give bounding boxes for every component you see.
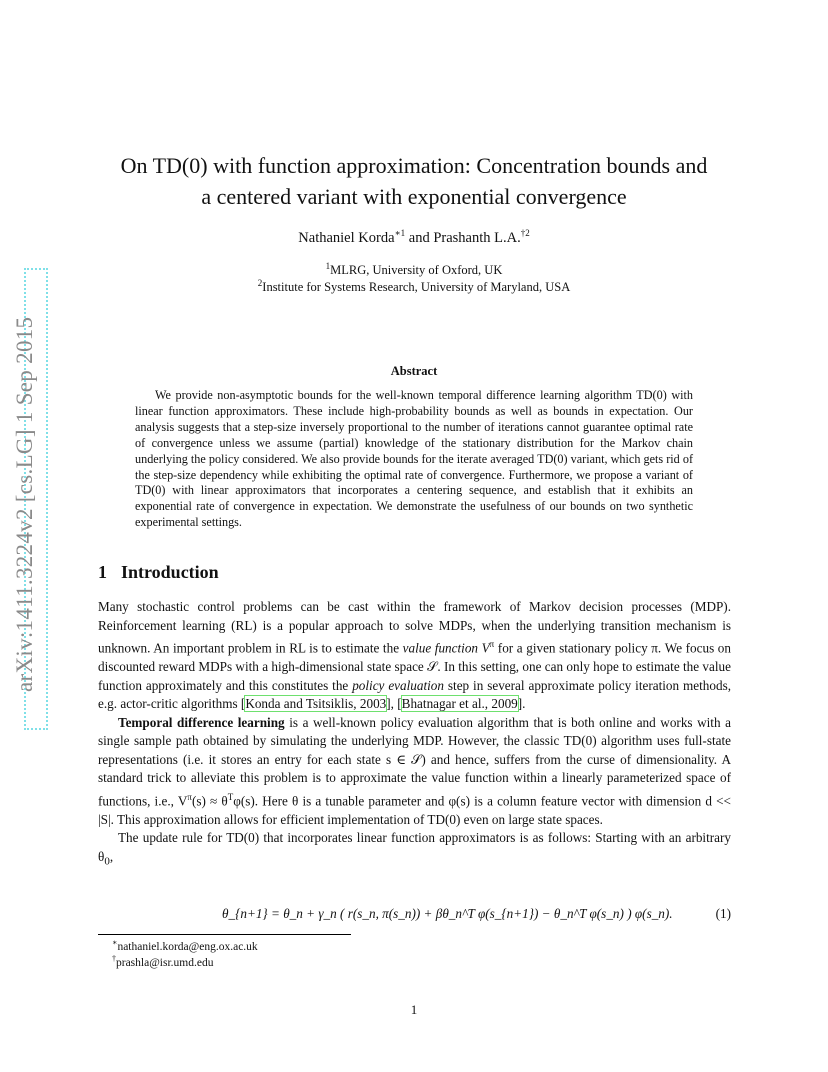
footnote-2-email[interactable]: prashla@isr.umd.edu: [116, 956, 214, 969]
section-number: 1: [98, 562, 107, 582]
title-line-2: a centered variant with exponential convergence: [201, 184, 627, 209]
footnote-rule: [98, 934, 351, 935]
affiliation-2-text: Institute for Systems Research, University of Maryland, USA: [262, 280, 571, 295]
footnote-1-email[interactable]: nathaniel.korda@eng.ox.ac.uk: [117, 940, 258, 953]
author-1-mark: ∗1: [394, 228, 406, 238]
affiliation-2: [60, 278, 768, 295]
footnote-2: [112, 954, 213, 969]
p1-text-c: for a given stationary policy π. We focus on discounted reward MDPs with a high-dimensional state space 𝒮. In this setting, one can only hope to estimate the value function approximately and this constitutes the: [98, 640, 731, 693]
equation-body: θ_{n+1} = θ_n + γ_n ( r(s_n, π(s_n)) + βθ_n^T φ(s_{n+1}) − θ_n^T φ(s_n) ) φ(s_n).: [222, 906, 673, 921]
affiliation-1: [60, 261, 768, 278]
title-line-1: On TD(0) with function approximation: Concentration bounds and: [120, 153, 708, 178]
abstract-text: We provide non-asymptotic bounds for the well-known temporal difference learning algorithm TD(0) with linear function approximators. These include high-probability bounds as well as bounds in expectation. Our analysis suggests that a step-size inversely proportional to the number of iterations cannot guarantee optimal rate of convergence unless we assume (partial) knowledge of the stationary distribution for the Markov chain underlying the policy considered. We also provide bounds for the iterate averaged TD(0) variant, which gets rid of the step-size dependency while exhibiting the optimal rate of convergence. Furthermore, we propose a variant of TD(0) with linear approximators that incorporates a centering sequence, and establish that it exhibits an exponential rate of convergence in expectation. We demonstrate the usefulness of our bounds on two synthetic experimental settings.: [135, 388, 693, 530]
paper-title: [60, 150, 768, 212]
p2-sup-pi: π: [187, 791, 192, 802]
page-number: 1: [410, 1002, 418, 1017]
p1-text-a: Many stochastic control problems can be cast within the framework of Markov decision processes (MDP). Reinforcement learning (RL) is a popular approach to solve MDPs, when the underlying transition mechanism is unknown. An important problem in RL is to estimate the: [98, 599, 731, 656]
affiliation-2-mark: 2: [257, 278, 263, 288]
p3-sub-zero: 0: [104, 855, 110, 868]
equation-number: (1): [715, 906, 731, 921]
intro-paragraph-1: [98, 598, 731, 714]
section-heading: [98, 562, 219, 583]
p1-text-e: ], [: [386, 696, 402, 712]
author-1: Nathaniel Korda: [298, 229, 395, 246]
footnote-1-mark: ∗: [112, 938, 118, 947]
footnote-2-mark: †: [112, 954, 116, 963]
author-list: [60, 228, 768, 247]
citation-konda[interactable]: Konda and Tsitsiklis, 2003: [245, 696, 387, 712]
p2-sup-transpose: T: [227, 791, 234, 802]
p2-text-b: (s) ≈ θ: [191, 793, 228, 809]
abstract-heading: Abstract: [390, 364, 438, 378]
author-separator: and: [405, 229, 434, 246]
author-2: Prashanth L.A.: [433, 229, 521, 246]
section-title: Introduction: [121, 562, 219, 582]
p1-emphasis-policy-evaluation: policy evaluation: [352, 677, 444, 693]
p2-text-c: φ(s). Here θ is a tunable parameter and φ(s) is a column feature vector with dimension d << |S|. This approximation allows for efficient implementation of TD(0) even on large state spaces.: [98, 793, 731, 827]
p1-text-b: V: [478, 640, 490, 656]
p1-text-f: ].: [517, 696, 526, 712]
author-2-mark: †2: [520, 228, 530, 238]
intro-body: [98, 598, 731, 871]
p3-end: ,: [109, 848, 114, 864]
p2-text-a: is a well-known policy evaluation algorithm that is both online and works with a single sample path obtained by simulating the underlying MDP. However, the classic TD(0) algorithm uses full-state representations (i.e. it stores an entry for each state s ∈ 𝒮) and hence, suffers from the curse of dimensionality. A standard trick to alleviate this problem is to approximate the value function within a linearly parameterized space of functions, i.e., V: [98, 714, 731, 809]
p3-text: The update rule for TD(0) that incorporates linear function approximators is as follows: Starting with an arbitrary θ: [98, 830, 731, 864]
affiliation-1-mark: 1: [325, 261, 331, 271]
intro-paragraph-3: [98, 829, 731, 871]
p1-emphasis-value-function: value function: [402, 640, 479, 656]
p2-bold-td-learning: Temporal difference learning: [118, 714, 285, 730]
footnote-1: [112, 938, 258, 953]
p1-text-d: step in several approximate policy iteration methods, e.g. actor-critic algorithms [: [98, 677, 732, 712]
citation-bhatnagar[interactable]: Bhatnagar et al., 2009: [401, 696, 518, 712]
p1-sup-pi: π: [489, 639, 495, 650]
arxiv-identifier[interactable]: arXiv:1411.3224v2 [cs.LG] 1 Sep 2015: [12, 316, 37, 692]
intro-paragraph-2: [98, 714, 731, 830]
affiliation-1-text: MLRG, University of Oxford, UK: [330, 263, 503, 278]
